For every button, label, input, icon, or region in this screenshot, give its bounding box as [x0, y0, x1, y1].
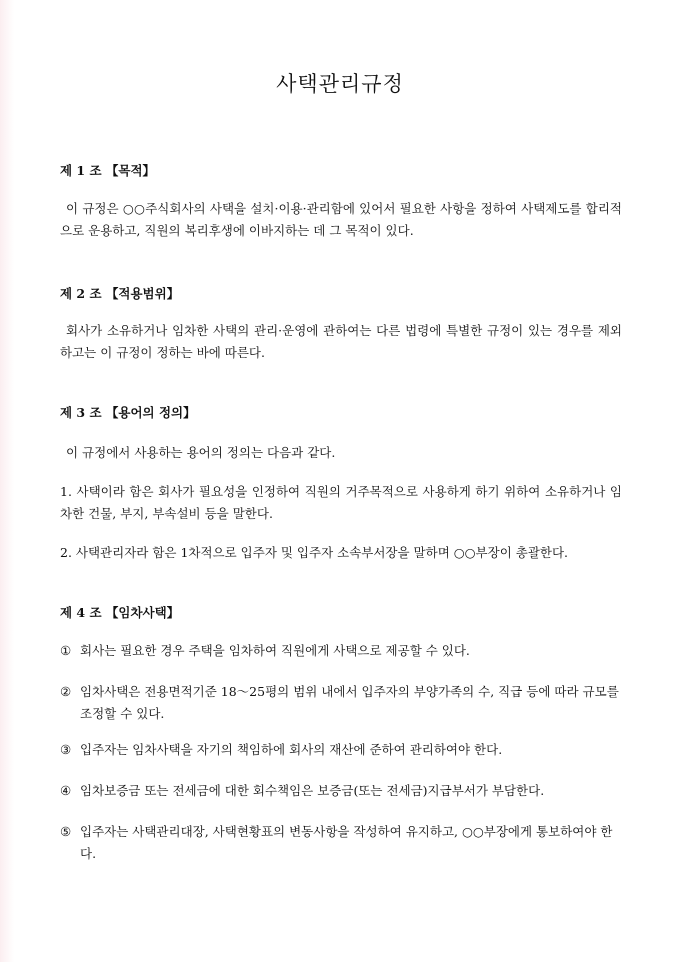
clause-text: 입주자는 임차사택을 자기의 책임하에 회사의 재산에 준하여 관리하여야 한다.: [80, 742, 503, 757]
clause-text: 회사는 필요한 경우 주택을 임차하여 직원에게 사택으로 제공할 수 있다.: [80, 643, 470, 658]
document-title: 사택관리규정: [276, 72, 404, 96]
clause-text: 임차사택은 전용면적기준 18～25평의 범위 내에서 입주자의 부양가족의 수, 직급 등에 따라 규모를 조정할 수 있다.: [80, 684, 619, 721]
clause-number: ②: [60, 684, 72, 699]
article-2-heading: 제 2 조 【적용범위】: [60, 286, 180, 301]
page-edge-tint: [0, 0, 14, 962]
clause-number: ③: [60, 742, 72, 757]
clause-text: 입주자는 사택관리대장, 사택현황표의 변동사항을 작성하여 유지하고, ○○부장에게 통보하여야 한다.: [80, 824, 613, 861]
clause-number: ⑤: [60, 824, 72, 839]
article-1-heading: 제 1 조 【목적】: [60, 163, 156, 178]
article-3-item-1: 1. 사택이라 함은 회사가 필요성을 인정하여 직원의 거주목적으로 사용하게 하기 위하여 소유하거나 임차한 건물, 부지, 부속설비 등을 말한다.: [60, 484, 622, 521]
article-3-heading: 제 3 조 【용어의 정의】: [60, 405, 196, 420]
article-4-clause-4: [60, 780, 624, 802]
article-2-body: 회사가 소유하거나 임차한 사택의 관리·운영에 관하여는 다른 법령에 특별한 규정이 있는 경우를 제외하고는 이 규정이 정하는 바에 따른다.: [60, 323, 622, 360]
article-1-body: 이 규정은 ○○주식회사의 사택을 설치·이용·관리함에 있어서 필요한 사항을 정하여 사택제도를 합리적으로 운용하고, 직원의 복리후생에 이바지하는 데 그 목적이 있다.: [60, 201, 622, 238]
article-4-clause-5: [60, 821, 624, 865]
article-4-clause-3: [60, 739, 624, 761]
article-4-clause-1: [60, 640, 624, 662]
article-3-body: 이 규정에서 사용하는 용어의 정의는 다음과 같다.: [66, 445, 336, 460]
article-3-item-2: 2. 사택관리자라 함은 1차적으로 입주자 및 입주자 소속부서장을 말하며 ○○부장이 총괄한다.: [60, 545, 569, 560]
clause-number: ④: [60, 783, 72, 798]
clause-number: ①: [60, 643, 72, 658]
article-4-clause-2: [60, 681, 624, 725]
article-4-heading: 제 4 조 【임차사택】: [60, 605, 180, 620]
clause-text: 임차보증금 또는 전세금에 대한 회수책임은 보증금(또는 전세금)지급부서가 부담한다.: [80, 783, 545, 798]
